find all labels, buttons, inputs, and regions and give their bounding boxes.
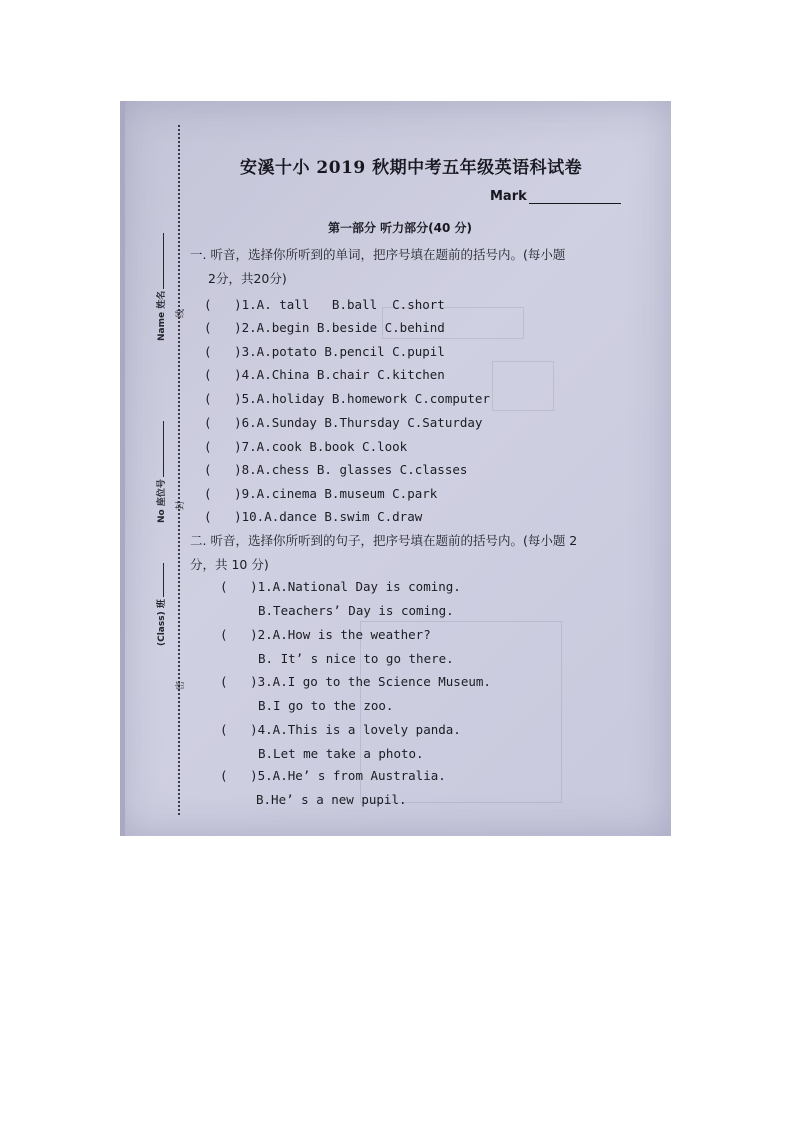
show-through-image — [492, 361, 554, 411]
class-blank — [155, 563, 164, 597]
s1-question-7: ( )7.A.cook B.book C.look — [204, 439, 408, 454]
name-field — [154, 233, 167, 341]
mark-label: Mark — [490, 189, 527, 204]
s1-question-8: ( )8.A.chess B. glasses C.classes — [204, 462, 468, 477]
s1-question-10: ( )10.A.dance B.swim C.draw — [204, 509, 423, 524]
s2-question-3-a: ( )3.A.I go to the Science Museum. — [220, 674, 491, 689]
name-label: Name 姓名 — [157, 290, 167, 341]
section1-instruction-line2: 2分，共20分) — [208, 271, 287, 286]
s2-question-1-a: ( )1.A.National Day is coming. — [220, 579, 461, 594]
s2-question-4-a: ( )4.A.This is a lovely panda. — [220, 722, 461, 737]
s1-question-6: ( )6.A.Sunday B.Thursday C.Saturday — [204, 415, 483, 430]
s2-question-2-a: ( )2.A.How is the weather? — [220, 627, 431, 642]
section1-instruction-line1: 一. 听音，选择你所听到的单词，把序号填在题前的括号内。(每小题 — [190, 247, 566, 262]
seal-char-line: 线 — [176, 308, 187, 319]
class-field — [154, 563, 167, 646]
s2-question-3-b: B.I go to the zoo. — [258, 698, 394, 713]
s1-question-5: ( )5.A.holiday B.homework C.computer — [204, 391, 490, 406]
paper-edge — [120, 101, 125, 836]
s2-question-5-a: ( )5.A.He’ s from Australia. — [220, 768, 446, 783]
seal-char-seal: 封 — [176, 500, 187, 511]
part-heading: 第一部分 听力部分(40 分) — [328, 221, 473, 235]
s1-question-4: ( )4.A.China B.chair C.kitchen — [204, 367, 445, 382]
section2-instruction-line1: 二. 听音，选择你所听到的句子，把序号填在题前的括号内。(每小题 2 — [190, 533, 578, 548]
s2-question-4-b: B.Let me take a photo. — [258, 746, 424, 761]
s1-question-3: ( )3.A.potato B.pencil C.pupil — [204, 344, 445, 359]
seat-blank — [155, 421, 164, 477]
seat-label: No 座位号 — [157, 479, 167, 523]
s2-question-2-b: B. It’ s nice to go there. — [258, 651, 454, 666]
s1-question-2: ( )2.A.begin B.beside C.behind — [204, 320, 445, 335]
mark-field — [490, 189, 621, 204]
section2-instruction-line2: 分，共 10 分) — [190, 557, 269, 572]
exam-title: 安溪十小 2019 秋期中考五年级英语科试卷 — [240, 158, 583, 178]
binding-margin-line — [178, 125, 180, 815]
s2-question-5-b: B.He’ s a new pupil. — [256, 792, 407, 807]
seal-char-secret: 密 — [176, 680, 187, 691]
mark-blank — [529, 203, 621, 204]
seat-field — [154, 421, 167, 523]
name-blank — [155, 233, 164, 289]
s2-question-1-b: B.Teachers’ Day is coming. — [258, 603, 454, 618]
s1-question-9: ( )9.A.cinema B.museum C.park — [204, 486, 438, 501]
class-label: (Class) 班 — [157, 599, 167, 646]
exam-photo — [120, 101, 671, 836]
s1-question-1: ( )1.A. tall B.ball C.short — [204, 297, 445, 312]
